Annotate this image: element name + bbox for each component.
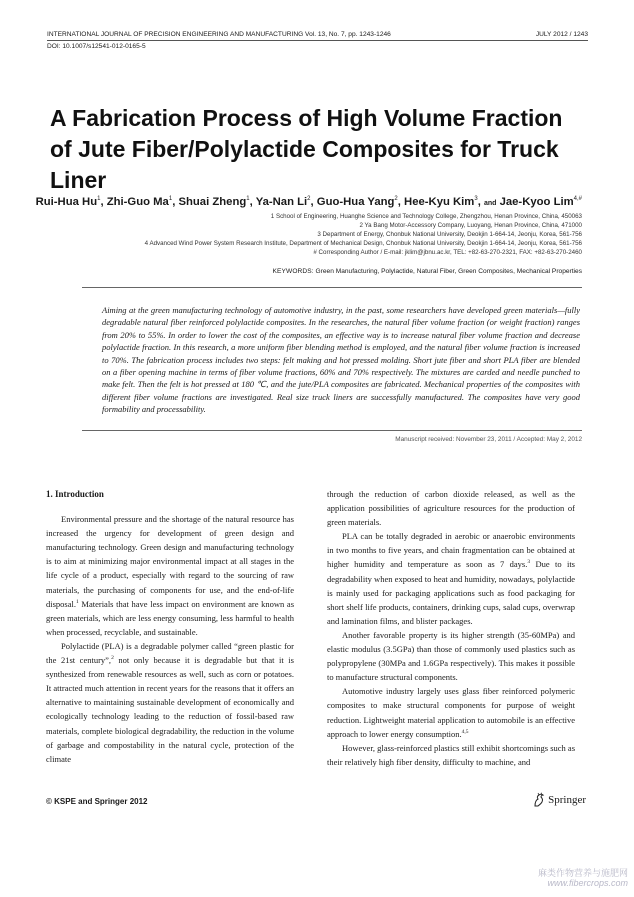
watermark-text: 麻类作物营养与施肥网: [537, 868, 628, 878]
body-paragraph: [46, 512, 294, 639]
citation-ref[interactable]: 2: [111, 655, 114, 662]
author-affiliation-mark: 1: [168, 196, 173, 203]
author-affiliation-mark: 4,#: [573, 196, 582, 203]
springer-horse-icon: [532, 792, 545, 807]
body-column-left: [46, 487, 294, 766]
author: Hee-Kyu Kim: [404, 196, 475, 208]
keywords: [273, 268, 583, 275]
manuscript-dates: Manuscript received: November 23, 2011 / Accepted: May 2, 2012: [395, 436, 582, 443]
body-paragraph: [327, 684, 575, 740]
author: Guo-Hua Yang: [316, 196, 395, 208]
text-run: Automotive industry largely uses glass fiber reinforced polymeric composites to make structural components for purpose of weight reduction. Lightweight material application to automobile is an effective approach to lower energy consumption.: [327, 686, 575, 739]
text-run: Due to its degradability when exposed to heat and humidity, nowadays, polylactide is mainly used for packaging applications such as food packaging for short shelf life products, containers, drinking cups, salad cups, overwrap and lamination films, and blister packages.: [327, 559, 575, 626]
citation-ref[interactable]: 3: [527, 559, 531, 566]
abstract-bottom-rule: [82, 430, 582, 431]
text-run: Materials that have less impact on environment are known as green materials, which are less energy consuming, less harmful to health when processed, recyclable, and sustainable.: [46, 598, 294, 637]
text-run: PLA can be totally degraded in aerobic or anaerobic environments in two months to five years, and chain fragmentation can be obtained at higher humidity and temperature as soon as 7 days.: [327, 531, 575, 570]
publisher-logo: [532, 792, 586, 807]
section-heading: 1. Introduction: [46, 489, 104, 499]
citation-ref[interactable]: 4,5: [461, 728, 469, 735]
author: Rui-Hua Hu: [35, 196, 98, 208]
citation-ref[interactable]: 1: [76, 598, 79, 605]
keywords-list: Green Manufacturing, Polylactide, Natural Fiber, Green Composites, Mechanical Properties: [315, 268, 582, 275]
author-affiliation-mark: 1: [97, 196, 101, 203]
issue-date-page: JULY 2012 / 1243: [535, 31, 588, 38]
body-paragraph: through the reduction of carbon dioxide released, as well as the application possibilities of agriculture resources for the production of green materials.: [327, 489, 575, 528]
keywords-label: KEYWORDS:: [272, 268, 314, 275]
corresponding-author: # Corresponding Author / E-mail: jklim@jbnu.ac.kr, TEL: +82-63-270-2321, FAX: +82-63-270-2460: [313, 249, 582, 256]
journal-header: INTERNATIONAL JOURNAL OF PRECISION ENGINEERING AND MANUFACTURING Vol. 13, No. 7, pp. 1243-1246: [47, 31, 391, 38]
abstract: Aiming at the green manufacturing technology of automotive industry, in the past, some researchers have developed green materials—fully degradable natural fiber reinforced polylactide composites. In the researches, the natural fiber volume fraction (or weight fraction) ranges from 20% to 55%. In order to lower the cost of the composites, an effective way is to increase natural fiber volume fraction and decrease polylactide fraction. In this research, a more uniform fiber blending method is employed, and the natural fiber volume fraction is increased to 70%. The fabrication process includes two steps: felt making and hot pressed molding. Short jute fiber and short PLA fiber are blended on a fiber opening machine in terms of fiber volume fractions, 60% and 70% respectively. The mixtures are carded and needle punched to make felt. Then the felt is hot pressed at 180 ℃, and the jute/PLA composites are fabricated. Mechanical properties of the composites with different fiber volume fractions are investigated. Real size truck liners are successfully manufactured. The composites have very good formability and processability.: [102, 305, 580, 415]
affiliation: 2 Ya Bang Motor-Accessory Company, Luoyang, Henan Province, China, 471000: [359, 222, 582, 229]
author: Ya-Nan Li: [255, 196, 308, 208]
body-paragraph: However, glass-reinforced plastics still exhibit shortcomings such as their relatively high fiber density, difficulty to machine, and: [327, 742, 575, 767]
affiliation: 4 Advanced Wind Power System Research Institute, Department of Mechanical Design, Chonbuk National University, Deokjin 1-664-14, Jeonju, Korea, 561-756: [144, 240, 582, 247]
text-run: Polylactide (PLA) is a degradable polymer called “green plastic for the 21st century”,: [46, 640, 294, 666]
doi: DOI: 10.1007/s12541-012-0165-5: [47, 43, 146, 50]
author: Jae-Kyoo Lim: [499, 196, 574, 208]
body-paragraph: Another favorable property is its higher strength (35-60MPa) and elastic modulus (3.5GPa) than those of commonly used plastics such as polypropylene (30MPa and 1.6GPa respectively). This makes it possible to manufacture structural components.: [327, 629, 575, 683]
affiliation: 3 Department of Energy, Chonbuk National University, Deokjin 1-664-14, Jeonju, Korea, 561-756: [317, 231, 582, 238]
author-affiliation-mark: 2: [307, 196, 311, 203]
copyright: © KSPE and Springer 2012: [46, 797, 148, 806]
author-affiliation-mark: 2: [394, 196, 398, 203]
affiliation: 1 School of Engineering, Huanghe Science and Technology College, Zhengzhou, Henan Province, China, 450063: [270, 213, 582, 220]
publisher-name: Springer: [548, 793, 586, 806]
abstract-top-rule: [82, 287, 582, 288]
body-column-right: [327, 487, 575, 769]
author-affiliation-mark: 3: [474, 196, 478, 203]
author: Zhi-Guo Ma: [106, 196, 169, 208]
header-divider: [47, 40, 588, 41]
body-paragraph: [327, 529, 575, 628]
paper-title: A Fabrication Process of High Volume Fraction of Jute Fiber/Polylactide Composites for Truck Liner: [50, 105, 563, 193]
author-list: Rui-Hua Hu$^1$, Zhi-Guo Ma$^1$, Shuai Zheng$^1$, Ya-Nan Li$^2$, Guo-Hua Yang$^2$, Hee-Kyu Kim$^3$, and Jae-Kyoo Lim$^{4,\#}$: [35, 196, 582, 208]
text-run: Environmental pressure and the shortage of the natural resource has increased the urgency for development of green design and manufacturing technology. Green design and manufacturing technology is to aim at minimizing major environmental impact at all stages in the life cycle of a product, especially with regard to the sourcing of raw materials, the purchasing of components for use, and the end-of-life disposal.: [46, 514, 294, 609]
watermark-url: www.fibercrops.com: [547, 878, 628, 888]
text-run: not only because it is degradable but that it is synthesized from renewable resources as well, such as corn or potatoes. It attracted much attention in recent years for the reasons that it offers an alternative to maintaining sustainable development of economically and ecologically technology leading to the reduction of fossil-based raw materials, complete biological degradability, the reduction in the volume of garbage and compostability in the natural cycle, protection of the climate: [46, 655, 294, 764]
authors-and: and: [483, 200, 497, 207]
author: Shuai Zheng: [178, 196, 247, 208]
author-affiliation-mark: 1: [246, 196, 250, 203]
body-paragraph: [46, 639, 294, 766]
